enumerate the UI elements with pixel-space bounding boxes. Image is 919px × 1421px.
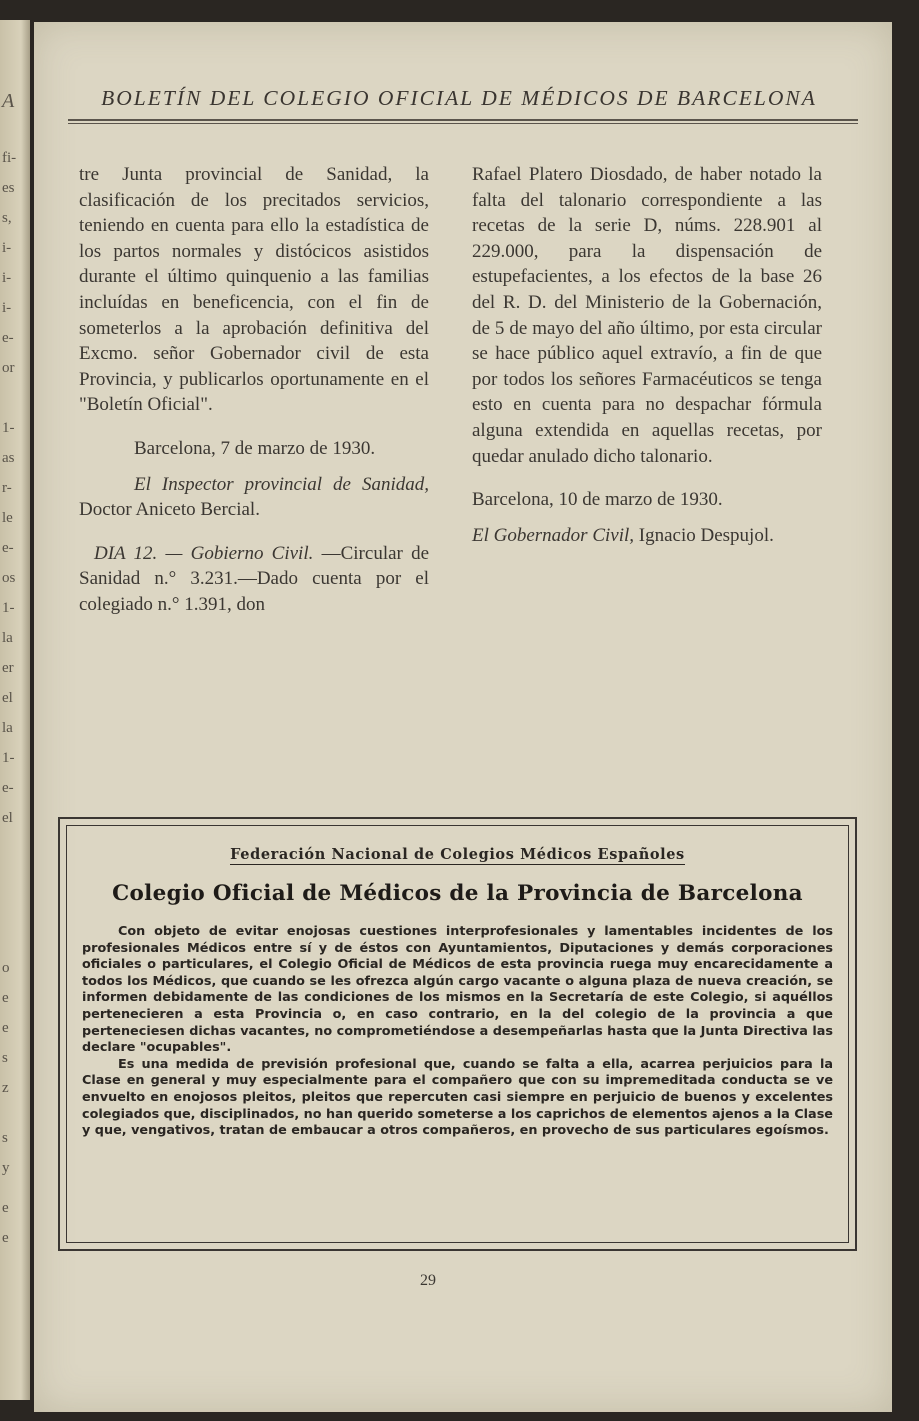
facing-page-fragment: e- — [2, 780, 14, 796]
right-column — [472, 162, 822, 548]
facing-page-fragment: or — [2, 360, 15, 376]
facing-page-fragment: el — [2, 810, 13, 826]
facing-page-fragment: 1- — [2, 420, 15, 436]
left-signature — [79, 472, 429, 523]
notice-paragraph-1: Con objeto de evitar enojosas cuestiones interprofesionales y lamentables incidentes de los profesionales Médicos entre sí y de éstos con Ayuntamientos, Diputaciones y demás corporaciones oficiales o particulares, el Colegio Oficial de Médicos de esta provincia ruega muy encarecidamente a todos los Médicos, que cuando se les ofrezca algún cargo vacante o alguna plaza de nueva creación, se informen debidamente de las condiciones de los mismos en la Secretaría de este Colegio, si aquéllos pertenecieren a esta Provincia o, en caso contrario, en la del colegio de la provincia a que perteneciesen dichas vacantes, no comprometiéndose a desempeñarlas hasta que la Junta Directiva las declare "ocupables". — [82, 924, 833, 1056]
facing-page-fragment: i- — [2, 270, 12, 286]
facing-page-fragment: es — [2, 180, 15, 196]
facing-page-fragment: 1- — [2, 600, 15, 616]
right-paragraph: Rafael Platero Diosdado, de haber notado la falta del talonario correspondiente a las recetas de la serie D, núms. 228.901 al 229.000, para la dispensación de estupefacientes, a los efectos de la base 26 del R. D. del Ministerio de la Gobernación, de 5 de mayo del año último, por esta circular se hace público aquel extravío, a fin de que por todos los señores Farmacéuticos se tenga esto en cuenta para no despachar fórmula alguna extendida en aquellas recetas, por quedar anulado dicho talonario. — [472, 164, 822, 467]
facing-page-fragment: s, — [2, 210, 12, 226]
notice-text — [82, 924, 833, 1140]
facing-page-fragment: s — [2, 1130, 8, 1146]
right-date: Barcelona, 10 de marzo de 1930. — [472, 489, 723, 511]
signer-name: Ignacio Despujol. — [638, 524, 774, 546]
notice-paragraph-2: Es una medida de previsión profesional que, cuando se falta a ella, acarrea perjuicios para la Clase en general y muy especialmente para el compañero que con su impremeditada conducta se ve envuelto en enojosos pleitos, pleitos que repercuten casi siempre en perjuicio de buenos y excelentes colegiados que, disciplinados, no han querido someterse a los caprichos de elementos ajenos a la Clase y que, vengativos, tratan de embaucar a otros compañeros, en provecho de sus particulares egoísmos. — [82, 1056, 833, 1139]
federation-title — [60, 846, 855, 863]
facing-page-fragment: e — [2, 990, 9, 1006]
facing-page-fragment: el — [2, 690, 13, 706]
college-title: Colegio Oficial de Médicos de la Provincia de Barcelona — [112, 881, 803, 906]
header-rule-thin — [68, 123, 858, 124]
federation-title-text: Federación Nacional de Colegios Médicos Españoles — [230, 846, 685, 863]
facing-page-fragment: fi- — [2, 150, 17, 166]
header-rule — [68, 119, 858, 121]
signer-title: El Gobernador Civil, — [472, 524, 635, 546]
right-signature — [472, 523, 822, 549]
facing-page-fragment: os — [2, 570, 16, 586]
facing-page-fragment: r- — [2, 480, 12, 496]
facing-page-fragment: s — [2, 1050, 8, 1066]
facing-page-fragment: la — [2, 630, 13, 646]
facing-page-fragment: o — [2, 960, 10, 976]
facing-page-fragment: i- — [2, 240, 12, 256]
facing-page-fragment: la — [2, 720, 13, 736]
facing-page-fragment: e — [2, 1020, 9, 1036]
facing-page-fragment: e — [2, 1230, 9, 1246]
notice-box — [58, 817, 857, 1251]
facing-page-fragment: e- — [2, 540, 14, 556]
left-date: Barcelona, 7 de marzo de 1930. — [134, 437, 376, 459]
facing-page-fragment: e- — [2, 330, 14, 346]
facing-page-fragment: A — [2, 90, 15, 112]
facing-page-fragment: e — [2, 1200, 9, 1216]
facing-page-fragment: er — [2, 660, 14, 676]
dia-entry — [79, 541, 429, 618]
dia-text: —Circular de Sanidad n.° 3.231.—Dado cuenta por el colegiado n.° 1.391, don — [79, 542, 430, 615]
page-number: 29 — [420, 1272, 436, 1289]
facing-page-fragment: z — [2, 1080, 9, 1096]
facing-page-edge — [0, 20, 30, 1400]
journal-header: BOLETÍN DEL COLEGIO OFICIAL DE MÉDICOS DE BARCELONA — [101, 86, 817, 110]
document-page — [34, 22, 892, 1412]
left-paragraph: tre Junta provincial de Sanidad, la clasificación de los precitados servicios, teniendo en cuenta para ello la estadística de los partos normales y distócicos asistidos durante el último quinquenio a las familias incluídas en beneficencia, con el fin de someterlos a la aprobación definitiva del Excmo. señor Gobernador civil de esta Provincia, y publicarlos oportunamente en el "Boletín Oficial". — [79, 164, 429, 416]
dia-label: DIA 12. — Gobierno Civil. — [94, 542, 314, 564]
facing-page-fragment: y — [2, 1160, 10, 1176]
signer-title: El Inspector provincial de Sanidad, — [134, 473, 429, 495]
facing-page-fragment: i- — [2, 300, 12, 316]
facing-page-fragment: as — [2, 450, 15, 466]
facing-page-fragment: 1- — [2, 750, 15, 766]
left-column — [79, 162, 429, 618]
facing-page-fragment: le — [2, 510, 13, 526]
signer-name: Doctor Aniceto Bercial. — [79, 499, 260, 521]
